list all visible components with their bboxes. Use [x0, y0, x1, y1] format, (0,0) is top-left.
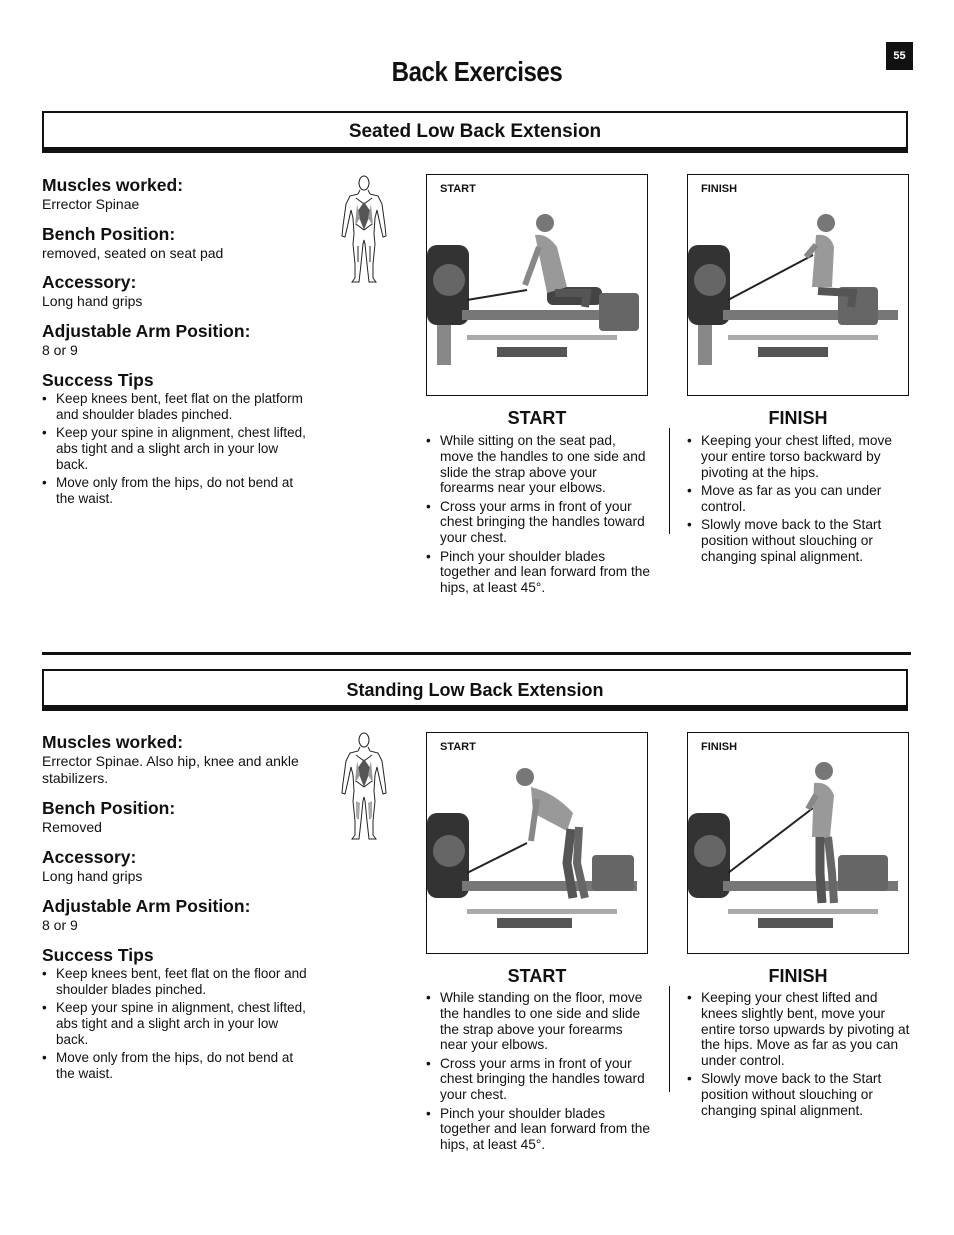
accessory-info	[42, 847, 322, 885]
muscles-value: Errector Spinae. Also hip, knee and ankle stabilizers.	[42, 753, 299, 786]
bench-label: Bench Position:	[42, 798, 176, 818]
section-header-standing	[42, 669, 908, 711]
list-item: • While sitting on the seat pad, move the handles to one side and slide the strap above your forearms near your elbows.	[426, 433, 652, 496]
bench-label: Bench Position:	[42, 224, 176, 244]
bench-info	[42, 224, 322, 262]
standing-start-figure-icon	[427, 733, 648, 954]
list-item: • Keep knees bent, feet flat on the platform and shoulder blades pinched.	[42, 391, 314, 423]
photo-label: START	[440, 741, 476, 753]
list-item: • Keep your spine in alignment, chest lifted, abs tight and a slight arch in your low back.	[42, 1000, 314, 1047]
photo-label: START	[440, 183, 476, 195]
section-header-seated	[42, 111, 908, 153]
muscles-value: Errector Spinae	[42, 196, 140, 212]
list-item: • Pinch your shoulder blades together and lean forward from the hips, at least 45°.	[426, 1106, 652, 1153]
start-heading: START	[507, 408, 567, 428]
list-item: • Keep knees bent, feet flat on the floor and shoulder blades pinched.	[42, 966, 314, 998]
start-heading: START	[507, 966, 567, 986]
list-item: • Cross your arms in front of your chest bringing the handles toward your chest.	[426, 499, 652, 546]
accessory-label: Accessory:	[42, 272, 137, 292]
page-number: 55	[886, 42, 913, 70]
bench-value: removed, seated on seat pad	[42, 245, 224, 261]
accessory-label: Accessory:	[42, 847, 137, 867]
muscles-label: Muscles worked:	[42, 732, 184, 752]
accessory-info	[42, 272, 322, 310]
exercise-info-seated	[42, 175, 322, 213]
list-item: • Move only from the hips, do not bend at the waist.	[42, 475, 314, 507]
finish-steps	[687, 433, 911, 567]
start-photo	[426, 732, 648, 954]
list-item: • Keeping your chest lifted and knees slightly bent, move your entire torso upwards by pivoting at the hips. Move as far as you can under control.	[687, 990, 911, 1069]
photo-label: FINISH	[701, 183, 738, 195]
arm-info	[42, 896, 322, 934]
seated-finish-figure-icon	[688, 175, 909, 396]
list-item: • Slowly move back to the Start position without slouching or changing spinal alignment.	[687, 1071, 911, 1118]
start-photo	[426, 174, 648, 396]
arm-label: Adjustable Arm Position:	[42, 896, 251, 916]
finish-photo	[687, 174, 909, 396]
column-divider	[669, 428, 670, 534]
arm-value: 8 or 9	[42, 917, 78, 933]
arm-label: Adjustable Arm Position:	[42, 321, 251, 341]
section-divider	[42, 652, 911, 655]
success-tips	[42, 370, 314, 509]
accessory-value: Long hand grips	[42, 868, 143, 884]
list-item: • Pinch your shoulder blades together and lean forward from the hips, at least 45°.	[426, 549, 652, 596]
bench-value: Removed	[42, 819, 102, 835]
tips-label: Success Tips	[42, 945, 154, 965]
standing-finish-figure-icon	[688, 733, 909, 954]
list-item: • While standing on the floor, move the handles to one side and slide the strap above your forearms near your elbows.	[426, 990, 652, 1053]
start-steps	[426, 433, 652, 598]
finish-heading: FINISH	[768, 408, 828, 428]
muscles-label: Muscles worked:	[42, 175, 184, 195]
list-item: • Move as far as you can under control.	[687, 483, 911, 515]
exercise-info-standing	[42, 732, 322, 787]
bench-info	[42, 798, 322, 836]
success-tips	[42, 945, 314, 1084]
tips-list	[42, 391, 314, 507]
finish-photo	[687, 732, 909, 954]
list-item: • Slowly move back to the Start position without slouching or changing spinal alignment.	[687, 517, 911, 564]
seated-start-figure-icon	[427, 175, 648, 396]
muscle-diagram-icon	[336, 174, 392, 286]
tips-list	[42, 966, 314, 1082]
list-item: • Keep your spine in alignment, chest lifted, abs tight and a slight arch in your low back.	[42, 425, 314, 472]
finish-heading: FINISH	[768, 966, 828, 986]
start-steps	[426, 990, 652, 1155]
arm-info	[42, 321, 322, 359]
list-item: • Move only from the hips, do not bend at the waist.	[42, 1050, 314, 1082]
arm-value: 8 or 9	[42, 342, 78, 358]
list-item: • Cross your arms in front of your chest bringing the handles toward your chest.	[426, 1056, 652, 1103]
muscle-diagram-icon	[336, 731, 392, 843]
finish-steps	[687, 990, 911, 1121]
accessory-value: Long hand grips	[42, 293, 143, 309]
section-title: Standing Low Back Extension	[346, 680, 604, 700]
list-item: • Keeping your chest lifted, move your entire torso backward by pivoting at the hips.	[687, 433, 911, 480]
photo-label: FINISH	[701, 741, 738, 753]
column-divider	[669, 986, 670, 1092]
page-title: Back Exercises	[391, 56, 563, 87]
section-title: Seated Low Back Extension	[348, 121, 602, 142]
tips-label: Success Tips	[42, 370, 154, 390]
